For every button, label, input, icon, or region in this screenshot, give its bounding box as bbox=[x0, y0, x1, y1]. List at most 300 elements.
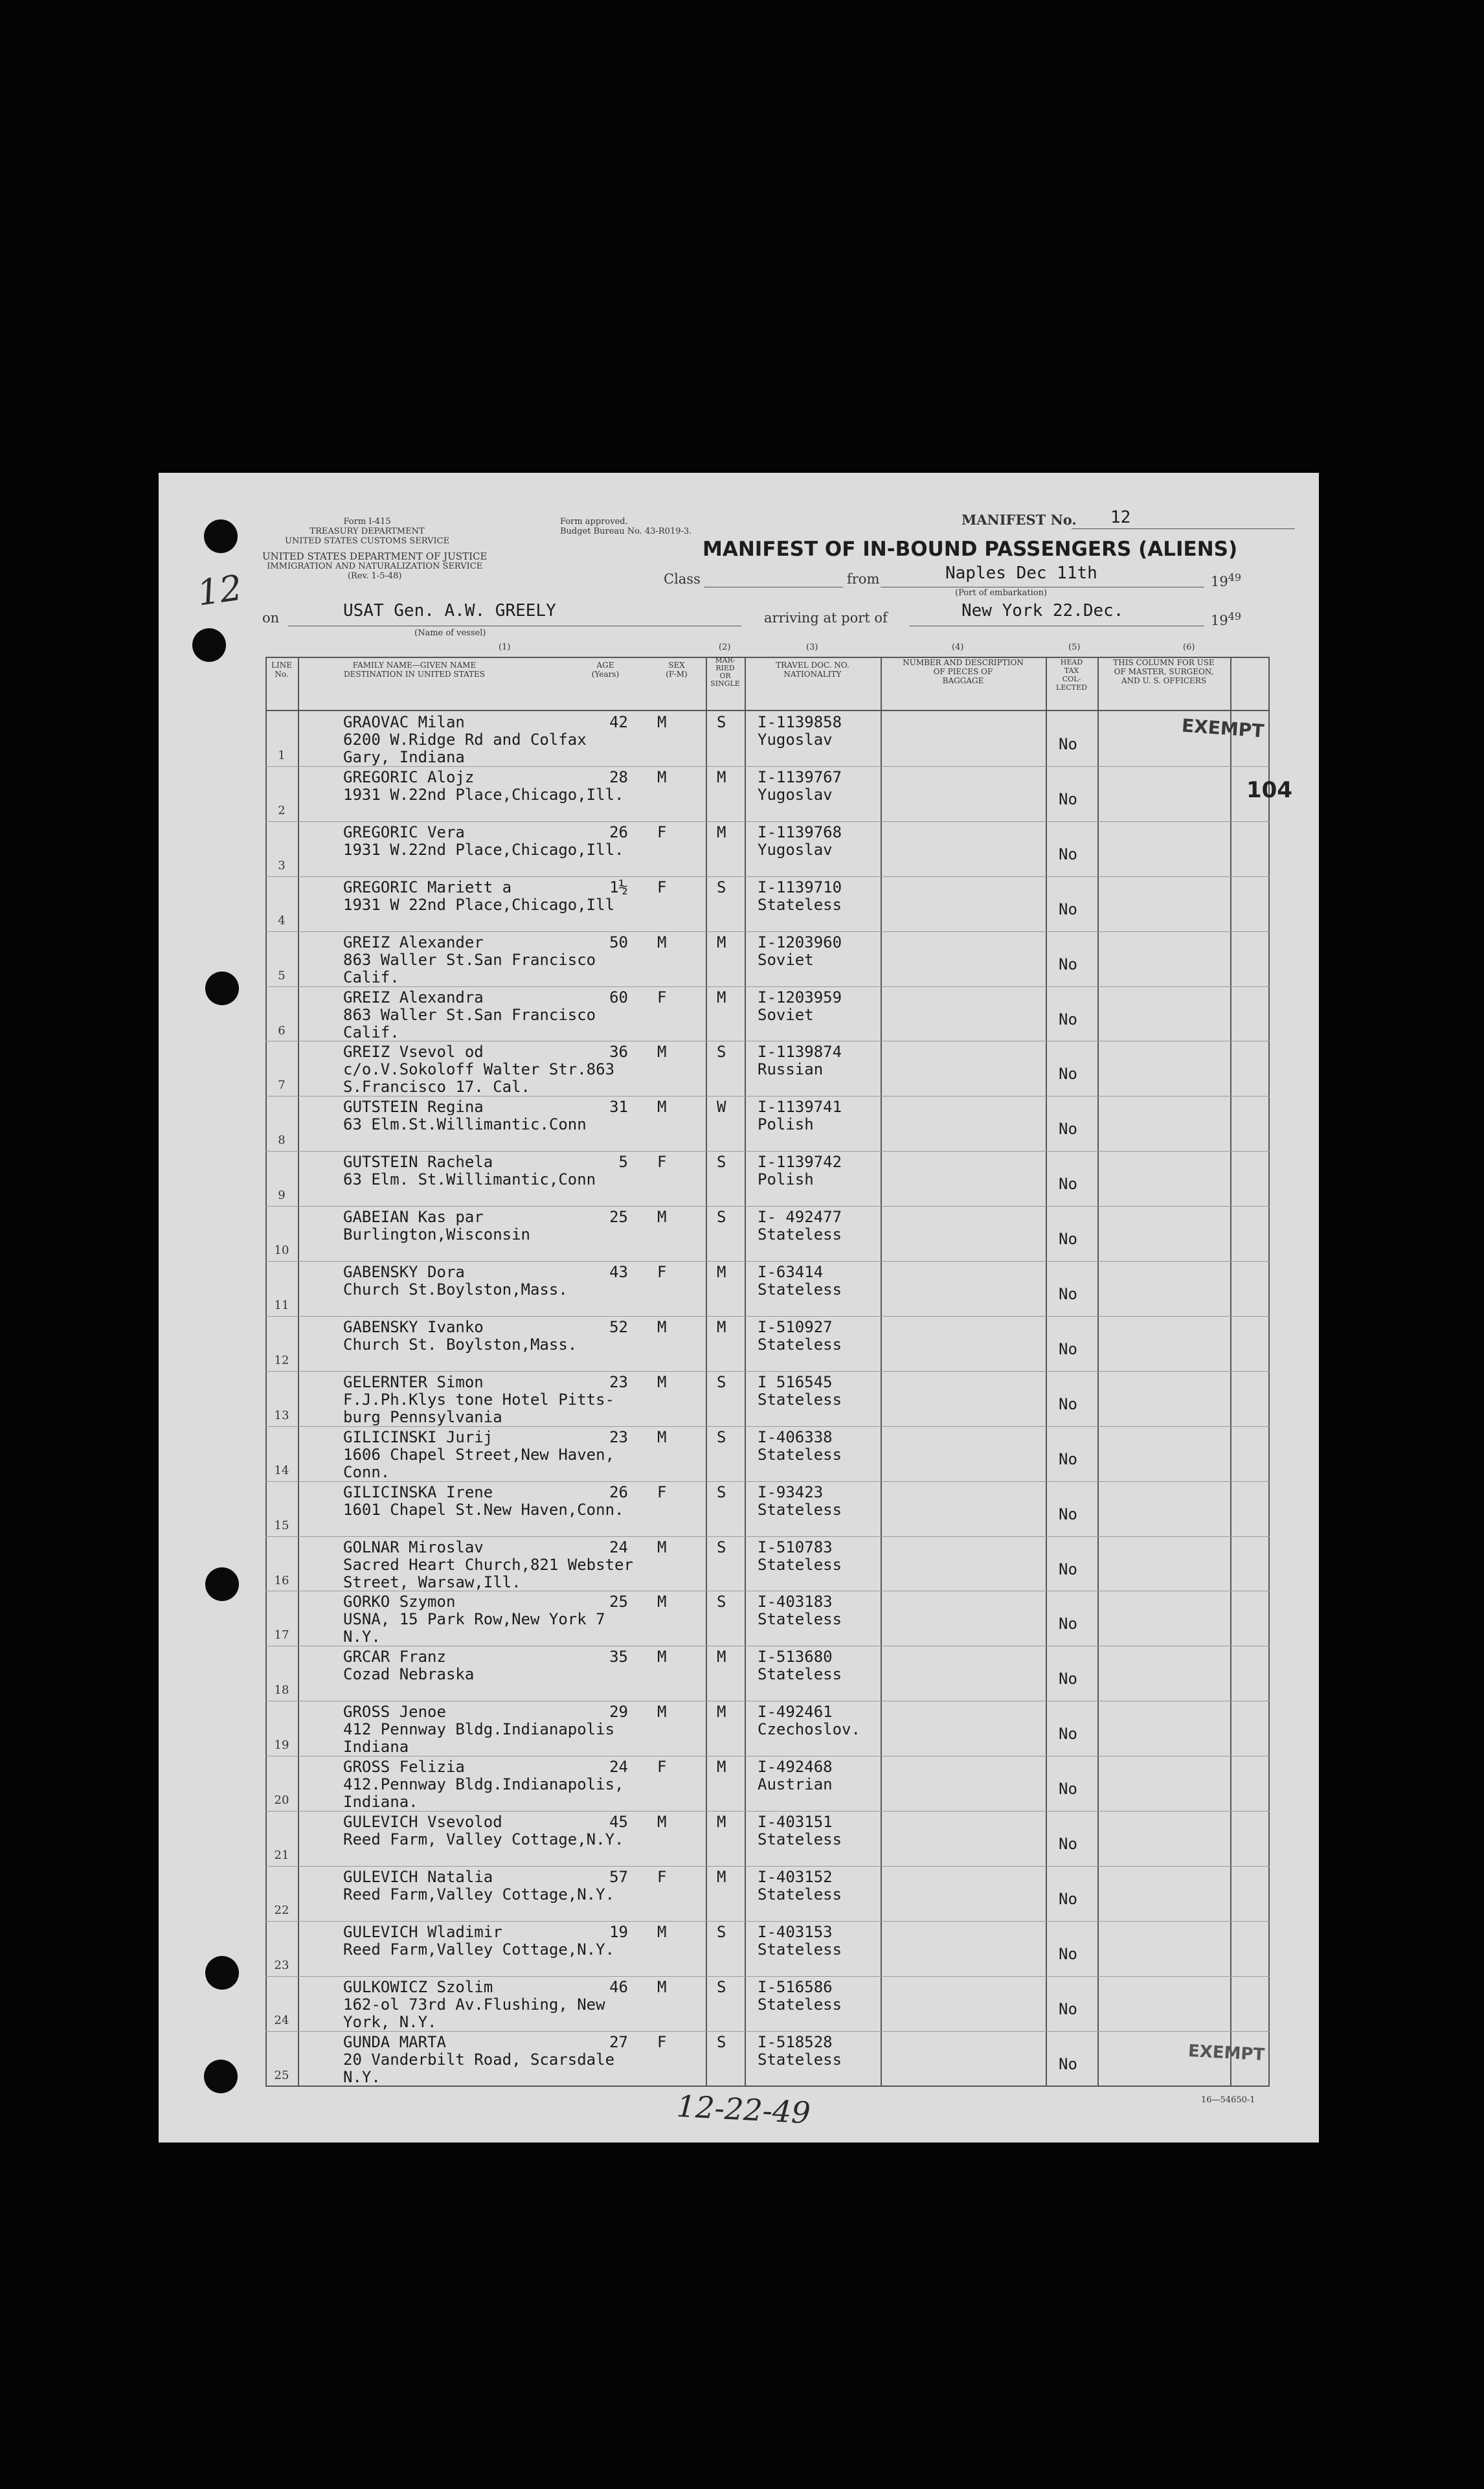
head-tax: No bbox=[1059, 1780, 1077, 1799]
age: 26 bbox=[609, 823, 628, 841]
passenger-name: GULEVICH Wladimir bbox=[343, 1922, 502, 1941]
head-tax: No bbox=[1059, 1010, 1077, 1029]
travel-doc-no: I-510783 bbox=[758, 1538, 833, 1556]
destination-line: Calif. bbox=[343, 968, 399, 986]
nationality: Stateless bbox=[758, 1665, 842, 1684]
travel-doc-no: I-406338 bbox=[758, 1427, 833, 1446]
head-tax: No bbox=[1059, 1394, 1077, 1413]
marital-status: M bbox=[717, 823, 726, 841]
marital-status: M bbox=[717, 933, 726, 951]
destination-line: 162-ol 73rd Av.Flushing, New bbox=[343, 1995, 605, 2014]
head-tax: No bbox=[1059, 955, 1077, 973]
column-header-head-tax: HEAD TAX COL- LECTED bbox=[1056, 658, 1087, 692]
sex: M bbox=[657, 1427, 667, 1446]
column-header-baggage: NUMBER AND DESCRIPTION OF PIECES OF BAGGAGE bbox=[903, 658, 1024, 685]
on-label: on bbox=[262, 610, 280, 626]
column-header-line: LINE No. bbox=[271, 661, 292, 679]
travel-doc-no: I-492468 bbox=[758, 1758, 833, 1777]
marital-status: M bbox=[717, 1758, 726, 1777]
destination-line: N.Y. bbox=[343, 2067, 381, 2086]
sex: M bbox=[657, 1648, 667, 1666]
marital-status: M bbox=[717, 988, 726, 1006]
sex: F bbox=[657, 1758, 667, 1777]
line-number: 22 bbox=[274, 1903, 289, 1917]
row-separator bbox=[265, 1426, 1270, 1427]
manifest-sheet bbox=[159, 473, 1319, 2142]
destination-line: York, N.Y. bbox=[343, 2012, 437, 2031]
manifest-no: 12 bbox=[1110, 508, 1131, 527]
age: 60 bbox=[609, 988, 628, 1006]
line-number: 24 bbox=[274, 2013, 289, 2027]
marital-status: M bbox=[717, 767, 726, 786]
year-label: $19^{49}$ bbox=[1211, 571, 1242, 589]
age: 52 bbox=[609, 1317, 628, 1336]
marital-status: S bbox=[717, 1538, 726, 1556]
line-number: 8 bbox=[278, 1133, 286, 1148]
age: 25 bbox=[609, 1208, 628, 1227]
destination-line: 63 Elm. St.Willimantic,Conn bbox=[343, 1170, 596, 1189]
col-number: (4) bbox=[952, 642, 964, 652]
marital-status: M bbox=[717, 1867, 726, 1886]
destination-line: 1601 Chapel St.New Haven,Conn. bbox=[343, 1500, 624, 1519]
travel-doc-no: I-1139741 bbox=[758, 1098, 842, 1117]
marital-status: W bbox=[717, 1098, 726, 1117]
line-number: 17 bbox=[274, 1628, 289, 1642]
age: 19 bbox=[609, 1922, 628, 1941]
age: 42 bbox=[609, 713, 628, 731]
travel-doc-no: I-1139767 bbox=[758, 767, 842, 786]
travel-doc-no: I-513680 bbox=[758, 1648, 833, 1666]
line-number: 7 bbox=[278, 1078, 286, 1093]
nationality: Stateless bbox=[758, 1445, 842, 1464]
passenger-name: GREIZ Alexandra bbox=[343, 988, 484, 1006]
row-separator bbox=[265, 1151, 1270, 1152]
passenger-name: GUNDA MARTA bbox=[343, 2032, 446, 2051]
passenger-name: GULEVICH Vsevolod bbox=[343, 1813, 502, 1831]
destination-line: 863 Waller St.San Francisco bbox=[343, 950, 596, 969]
port-of-embarkation: Naples Dec 11th bbox=[945, 563, 1097, 583]
head-tax: No bbox=[1059, 1725, 1077, 1744]
doj-block: UNITED STATES DEPARTMENT OF JUSTICE IMMIGRATION AND NATURALIZATION SERVICE (Rev. 1-5-48) bbox=[262, 551, 488, 581]
line-number: 15 bbox=[274, 1518, 289, 1532]
line-number: 20 bbox=[274, 1793, 289, 1808]
age: 57 bbox=[609, 1867, 628, 1886]
travel-doc-no: I-1139858 bbox=[758, 713, 842, 731]
nationality: Austrian bbox=[758, 1775, 833, 1794]
marital-status: S bbox=[717, 1977, 726, 1996]
destination-line: Burlington,Wisconsin bbox=[343, 1225, 530, 1244]
row-separator bbox=[265, 1316, 1270, 1317]
column-header-remarks: THIS COLUMN FOR USE OF MASTER, SURGEON, AND U. S. OFFICERS bbox=[1113, 658, 1215, 685]
year-label: $19^{49}$ bbox=[1211, 610, 1242, 628]
column-header-name: FAMILY NAME—GIVEN NAME DESTINATION IN UNITED STATES bbox=[344, 661, 485, 679]
sex: F bbox=[657, 1263, 667, 1281]
travel-doc-no: I-1139710 bbox=[758, 878, 842, 896]
age: 35 bbox=[609, 1648, 628, 1666]
marital-status: S bbox=[717, 1208, 726, 1227]
punch-hole bbox=[204, 2060, 238, 2093]
destination-line: 412.Pennway Bldg.Indianapolis, bbox=[343, 1775, 624, 1794]
passenger-name: GRCAR Franz bbox=[343, 1648, 446, 1666]
row-separator bbox=[265, 876, 1270, 877]
sex: M bbox=[657, 1538, 667, 1556]
sex: M bbox=[657, 1922, 667, 1941]
port-caption: (Port of embarkation) bbox=[955, 588, 1048, 598]
passenger-name: GILICINSKA Irene bbox=[343, 1483, 493, 1501]
nationality: Yugoslav bbox=[758, 785, 833, 804]
page-title: MANIFEST OF IN-BOUND PASSENGERS (ALIENS) bbox=[703, 538, 1238, 561]
age: 29 bbox=[609, 1703, 628, 1722]
nationality: Polish bbox=[758, 1170, 814, 1189]
marital-status: S bbox=[717, 1593, 726, 1611]
sex: M bbox=[657, 1098, 667, 1117]
sex: M bbox=[657, 1977, 667, 1996]
age: 23 bbox=[609, 1372, 628, 1391]
nationality: Russian bbox=[758, 1060, 824, 1079]
travel-doc-no: I-518528 bbox=[758, 2032, 833, 2051]
passenger-name: GREGORIC Vera bbox=[343, 823, 465, 841]
head-tax: No bbox=[1059, 1285, 1077, 1303]
head-tax: No bbox=[1059, 1449, 1077, 1468]
sex: F bbox=[657, 823, 667, 841]
travel-doc-no: I-510927 bbox=[758, 1317, 833, 1336]
line-number: 3 bbox=[278, 858, 286, 872]
head-tax: No bbox=[1059, 845, 1077, 863]
line-number: 14 bbox=[274, 1463, 289, 1477]
passenger-name: GREGORIC Mariett a bbox=[343, 878, 512, 896]
passenger-name: GRAOVAC Milan bbox=[343, 713, 465, 731]
destination-line: Indiana bbox=[343, 1738, 409, 1756]
marital-status: M bbox=[717, 1813, 726, 1831]
age: 27 bbox=[609, 2032, 628, 2051]
destination-line: Church St. Boylston,Mass. bbox=[343, 1335, 578, 1354]
column-header-married: MAR- RIED OR SINGLE bbox=[710, 656, 740, 688]
travel-doc-no: I- 492477 bbox=[758, 1208, 842, 1227]
nationality: Stateless bbox=[758, 895, 842, 914]
head-tax: No bbox=[1059, 1175, 1077, 1194]
from-label: from bbox=[847, 571, 880, 587]
nationality: Stateless bbox=[758, 1390, 842, 1409]
row-separator bbox=[265, 1096, 1270, 1097]
row-separator bbox=[265, 1206, 1270, 1207]
head-tax: No bbox=[1059, 1835, 1077, 1853]
passenger-name: GREIZ Vsevol od bbox=[343, 1043, 484, 1062]
nationality: Yugoslav bbox=[758, 840, 833, 859]
destination-line: Gary, Indiana bbox=[343, 748, 465, 766]
sex: M bbox=[657, 1317, 667, 1336]
age: 23 bbox=[609, 1427, 628, 1446]
line-number: 19 bbox=[274, 1738, 289, 1753]
head-tax: No bbox=[1059, 1889, 1077, 1908]
row-separator bbox=[265, 1536, 1270, 1537]
destination-line: Cozad Nebraska bbox=[343, 1665, 475, 1684]
head-tax: No bbox=[1059, 2054, 1077, 2073]
passenger-name: GULEVICH Natalia bbox=[343, 1867, 493, 1886]
travel-doc-no: I 516545 bbox=[758, 1372, 833, 1391]
destination-line: 1931 W.22nd Place,Chicago,Ill. bbox=[343, 840, 624, 859]
row-separator bbox=[265, 2031, 1270, 2032]
arriving-label: arriving at port of bbox=[764, 610, 888, 626]
age: 24 bbox=[609, 1538, 628, 1556]
passenger-name: GUTSTEIN Rachela bbox=[343, 1153, 493, 1172]
column-header-sex: SEX (F-M) bbox=[666, 661, 688, 679]
destination-line: 1931 W 22nd Place,Chicago,Ill bbox=[343, 895, 615, 914]
destination-line: Reed Farm, Valley Cottage,N.Y. bbox=[343, 1830, 624, 1848]
travel-doc-no: I-1203959 bbox=[758, 988, 842, 1006]
head-tax: No bbox=[1059, 790, 1077, 808]
line-number: 18 bbox=[274, 1683, 289, 1698]
sex: M bbox=[657, 713, 667, 731]
marital-status: S bbox=[717, 1153, 726, 1172]
line-number: 1 bbox=[278, 749, 286, 762]
age: 26 bbox=[609, 1483, 628, 1501]
line-number: 16 bbox=[274, 1573, 289, 1587]
age: 28 bbox=[609, 767, 628, 786]
row-separator bbox=[265, 1261, 1270, 1262]
row-separator bbox=[265, 766, 1270, 767]
destination-line: Sacred Heart Church,821 Webster bbox=[343, 1555, 633, 1574]
destination-line: Indiana. bbox=[343, 1793, 418, 1812]
destination-line: N.Y. bbox=[343, 1628, 381, 1646]
destination-line: 63 Elm.St.Willimantic.Conn bbox=[343, 1115, 587, 1134]
sex: M bbox=[657, 1813, 667, 1831]
nationality: Polish bbox=[758, 1115, 814, 1134]
sex: F bbox=[657, 878, 667, 896]
head-tax: No bbox=[1059, 1505, 1077, 1523]
destination-line: c/o.V.Sokoloff Walter Str.863 bbox=[343, 1060, 615, 1079]
exempt-stamp: EXEMPT bbox=[1187, 2041, 1265, 2065]
passenger-name: GREGORIC Alojz bbox=[343, 767, 475, 786]
passenger-name: GABENSKY Ivanko bbox=[343, 1317, 484, 1336]
travel-doc-no: I-1139768 bbox=[758, 823, 842, 841]
destination-line: Street, Warsaw,Ill. bbox=[343, 1573, 521, 1591]
sex: F bbox=[657, 988, 667, 1006]
age: 50 bbox=[609, 933, 628, 951]
nationality: Soviet bbox=[758, 950, 814, 969]
sex: M bbox=[657, 1703, 667, 1722]
marital-status: S bbox=[717, 1043, 726, 1062]
nationality: Stateless bbox=[758, 1885, 842, 1904]
line-number: 5 bbox=[278, 968, 286, 983]
nationality: Stateless bbox=[758, 1280, 842, 1299]
destination-line: 863 Waller St.San Francisco bbox=[343, 1005, 596, 1024]
row-separator bbox=[265, 1811, 1270, 1812]
col-number: (1) bbox=[499, 642, 511, 652]
destination-line: Conn. bbox=[343, 1462, 390, 1481]
marital-status: M bbox=[717, 1703, 726, 1722]
head-tax: No bbox=[1059, 1670, 1077, 1688]
travel-doc-no: I-403153 bbox=[758, 1922, 833, 1941]
row-separator bbox=[265, 1976, 1270, 1977]
destination-line: Church St.Boylston,Mass. bbox=[343, 1280, 568, 1299]
punch-hole bbox=[205, 1956, 239, 1990]
marital-status: S bbox=[717, 1372, 726, 1391]
marital-status: M bbox=[717, 1648, 726, 1666]
passenger-name: GUTSTEIN Regina bbox=[343, 1098, 484, 1117]
head-tax: No bbox=[1059, 1065, 1077, 1084]
line-number: 25 bbox=[274, 2068, 289, 2082]
arrival-port: New York 22.Dec. bbox=[961, 601, 1124, 620]
row-separator bbox=[265, 821, 1270, 822]
sex: M bbox=[657, 1593, 667, 1611]
col-number: (3) bbox=[806, 642, 818, 652]
sex: F bbox=[657, 1867, 667, 1886]
sex: M bbox=[657, 767, 667, 786]
passenger-name: GELERNTER Simon bbox=[343, 1372, 484, 1391]
passenger-name: GULKOWICZ Szolim bbox=[343, 1977, 493, 1996]
travel-doc-no: I-63414 bbox=[758, 1263, 824, 1281]
punch-hole bbox=[192, 628, 226, 662]
form-footer-number: 16—54650-1 bbox=[1201, 2095, 1255, 2105]
punch-hole bbox=[205, 972, 239, 1005]
marital-status: S bbox=[717, 2032, 726, 2051]
nationality: Czechoslov. bbox=[758, 1720, 860, 1739]
class-label: Class bbox=[664, 571, 701, 587]
travel-doc-no: I-1139742 bbox=[758, 1153, 842, 1172]
column-header-travel-doc: TRAVEL DOC. NO. NATIONALITY bbox=[776, 661, 849, 679]
age: 31 bbox=[609, 1098, 628, 1117]
line-number: 21 bbox=[274, 1848, 289, 1862]
nationality: Stateless bbox=[758, 1335, 842, 1354]
age: 46 bbox=[609, 1977, 628, 1996]
col-number: (6) bbox=[1183, 642, 1195, 652]
destination-line: burg Pennsylvania bbox=[343, 1407, 502, 1426]
marital-status: S bbox=[717, 713, 726, 731]
margin-number: 104 bbox=[1246, 777, 1292, 803]
destination-line: 1606 Chapel Street,New Haven, bbox=[343, 1445, 615, 1464]
travel-doc-no: I-1203960 bbox=[758, 933, 842, 951]
travel-doc-no: I-93423 bbox=[758, 1483, 824, 1501]
marital-status: S bbox=[717, 1483, 726, 1501]
punch-hole bbox=[205, 1567, 239, 1601]
approved-block: Form approved. Budget Bureau No. 43-R019-3. bbox=[560, 517, 692, 536]
travel-doc-no: I-403152 bbox=[758, 1867, 833, 1886]
passenger-name: GREIZ Alexander bbox=[343, 933, 484, 951]
line-number: 13 bbox=[274, 1408, 289, 1422]
column-header-age: AGE (Years) bbox=[591, 661, 620, 679]
row-separator bbox=[265, 1866, 1270, 1867]
passenger-name: GROSS Jenoe bbox=[343, 1703, 446, 1722]
manifest-no-label: MANIFEST No. bbox=[961, 512, 1077, 528]
line-number: 6 bbox=[278, 1023, 286, 1038]
sex: M bbox=[657, 1372, 667, 1391]
sex: F bbox=[657, 2032, 667, 2051]
head-tax: No bbox=[1059, 1230, 1077, 1249]
destination-line: 20 Vanderbilt Road, Scarsdale bbox=[343, 2050, 615, 2069]
head-tax: No bbox=[1059, 1339, 1077, 1358]
line-number: 4 bbox=[278, 913, 286, 927]
marital-status: S bbox=[717, 878, 726, 896]
sex: F bbox=[657, 1483, 667, 1501]
destination-line: Reed Farm,Valley Cottage,N.Y. bbox=[343, 1940, 615, 1959]
destination-line: Reed Farm,Valley Cottage,N.Y. bbox=[343, 1885, 615, 1904]
head-tax: No bbox=[1059, 1120, 1077, 1139]
sex: M bbox=[657, 1208, 667, 1227]
head-tax: No bbox=[1059, 1999, 1077, 2018]
nationality: Stateless bbox=[758, 1610, 842, 1629]
nationality: Stateless bbox=[758, 1500, 842, 1519]
marital-status: M bbox=[717, 1263, 726, 1281]
age: 1½ bbox=[609, 878, 628, 896]
row-separator bbox=[265, 931, 1270, 932]
vessel-caption: (Name of vessel) bbox=[414, 628, 486, 638]
sex: M bbox=[657, 1043, 667, 1062]
travel-doc-no: I-1139874 bbox=[758, 1043, 842, 1062]
marital-status: M bbox=[717, 1317, 726, 1336]
destination-line: Calif. bbox=[343, 1023, 399, 1041]
sex: M bbox=[657, 933, 667, 951]
passenger-name: GILICINSKI Jurij bbox=[343, 1427, 493, 1446]
row-separator bbox=[265, 1921, 1270, 1922]
destination-line: USNA, 15 Park Row,New York 7 bbox=[343, 1610, 605, 1629]
head-tax: No bbox=[1059, 1944, 1077, 1963]
nationality: Stateless bbox=[758, 1940, 842, 1959]
destination-line: 1931 W.22nd Place,Chicago,Ill. bbox=[343, 785, 624, 804]
punch-hole bbox=[204, 519, 238, 553]
nationality: Stateless bbox=[758, 1225, 842, 1244]
nationality: Stateless bbox=[758, 2050, 842, 2069]
line-number: 23 bbox=[274, 1958, 289, 1972]
line-number: 2 bbox=[278, 803, 286, 817]
line-number: 9 bbox=[278, 1188, 286, 1203]
handwritten-date: 12-22-49 bbox=[675, 2088, 811, 2131]
age: 25 bbox=[609, 1593, 628, 1611]
destination-line: S.Francisco 17. Cal. bbox=[343, 1078, 530, 1097]
age: 43 bbox=[609, 1263, 628, 1281]
passenger-name: GABEIAN Kas par bbox=[343, 1208, 484, 1227]
head-tax: No bbox=[1059, 735, 1077, 753]
sex: F bbox=[657, 1153, 667, 1172]
form-block: Form I-415 TREASURY DEPARTMENT UNITED STATES CUSTOMS SERVICE bbox=[285, 517, 450, 546]
passenger-name: GROSS Felizia bbox=[343, 1758, 465, 1777]
nationality: Stateless bbox=[758, 1830, 842, 1848]
line-number: 11 bbox=[274, 1299, 289, 1312]
nationality: Stateless bbox=[758, 1995, 842, 2014]
nationality: Yugoslav bbox=[758, 731, 833, 749]
col-number: (2) bbox=[719, 642, 731, 652]
destination-line: 412 Pennway Bldg.Indianapolis bbox=[343, 1720, 615, 1739]
passenger-name: GORKO Szymon bbox=[343, 1593, 456, 1611]
row-separator bbox=[265, 1481, 1270, 1482]
marital-status: S bbox=[717, 1922, 726, 1941]
destination-line: 6200 W.Ridge Rd and Colfax bbox=[343, 731, 587, 749]
nationality: Stateless bbox=[758, 1555, 842, 1574]
age: 5 bbox=[618, 1153, 628, 1172]
line-number: 10 bbox=[274, 1244, 289, 1258]
passenger-name: GABENSKY Dora bbox=[343, 1263, 465, 1281]
age: 24 bbox=[609, 1758, 628, 1777]
vessel-name: USAT Gen. A.W. GREELY bbox=[343, 601, 556, 620]
age: 36 bbox=[609, 1043, 628, 1062]
col-number: (5) bbox=[1068, 642, 1081, 652]
passenger-name: GOLNAR Miroslav bbox=[343, 1538, 484, 1556]
head-tax: No bbox=[1059, 1560, 1077, 1578]
row-separator bbox=[265, 1371, 1270, 1372]
travel-doc-no: I-516586 bbox=[758, 1977, 833, 1996]
head-tax: No bbox=[1059, 1615, 1077, 1633]
travel-doc-no: I-492461 bbox=[758, 1703, 833, 1722]
handwritten-side-number: 12 bbox=[194, 567, 245, 614]
row-separator bbox=[265, 986, 1270, 987]
destination-line: F.J.Ph.Klys tone Hotel Pitts- bbox=[343, 1390, 615, 1409]
exempt-stamp: EXEMPT bbox=[1181, 714, 1265, 742]
head-tax: No bbox=[1059, 900, 1077, 918]
travel-doc-no: I-403183 bbox=[758, 1593, 833, 1611]
age: 45 bbox=[609, 1813, 628, 1831]
line-number: 12 bbox=[274, 1353, 289, 1367]
travel-doc-no: I-403151 bbox=[758, 1813, 833, 1831]
nationality: Soviet bbox=[758, 1005, 814, 1024]
